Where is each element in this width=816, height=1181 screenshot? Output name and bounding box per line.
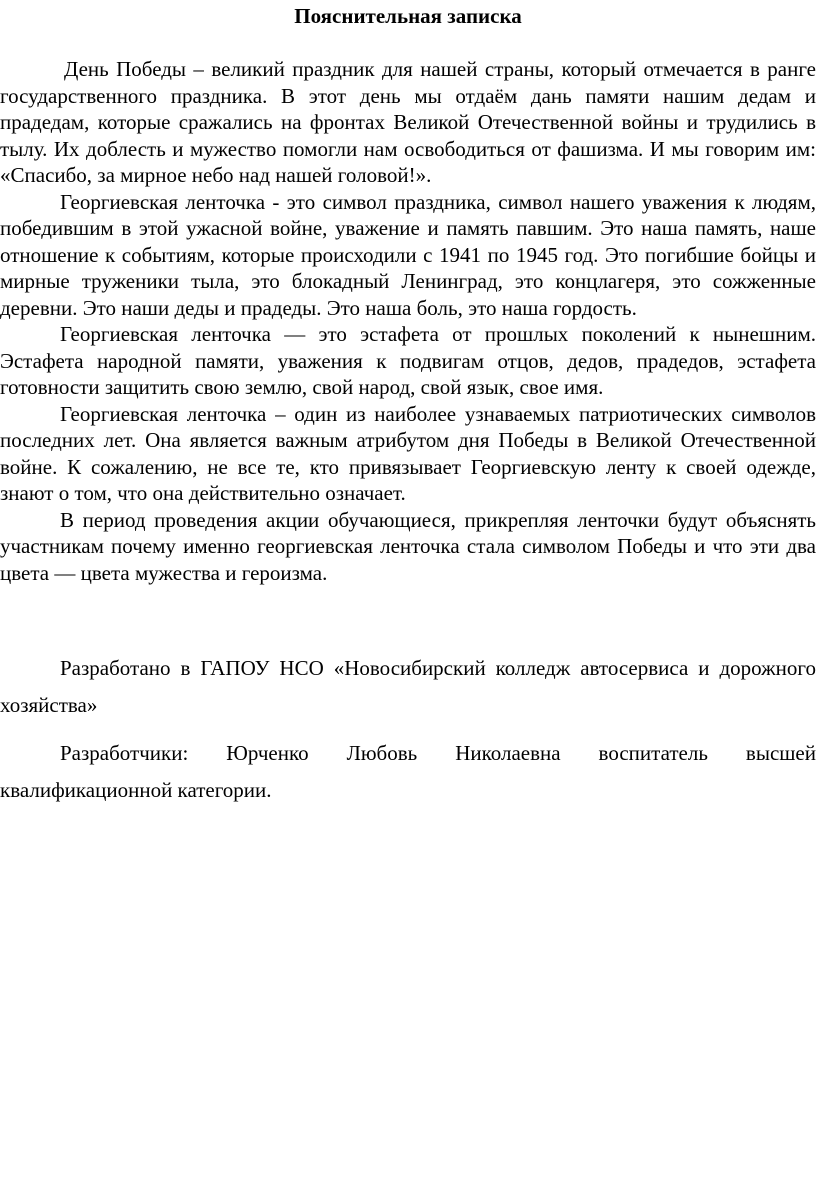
page-title: Пояснительная записка <box>294 4 522 28</box>
paragraph-ribbon-relay: Георгиевская ленточка — это эстафета от прошлых поколений к нынешним. Эстафета народной памяти, уважения к подвигам отцов, дедов, прадедов, эстафета готовности защитить свою землю, свой народ, свой язык, свое имя. <box>0 322 816 399</box>
paragraph-ribbon-symbol: Георгиевская ленточка - это символ праздника, символ нашего уважения к людям, победившим в этой ужасной войне, уважение и память павшим. Это наша память, наше отношение к событиям, которые происходили с 1941 по 1945 год. Это погибшие бойцы и мирные труженики тыла, это блокадный Ленинград, это концлагеря, это сожженные деревни. Это наши деды и прадеды. Это наша боль, это наша гордость. <box>0 189 816 320</box>
paragraph-campaign: В период проведения акции обучающиеся, прикрепляя ленточки будут объяснять участникам почему именно георгиевская ленточка стала символом Победы и что эти два цвета — цвета мужества и героизма. <box>0 507 816 585</box>
document-footer <box>0 650 816 820</box>
paragraph-ribbon-patriotic: Георгиевская ленточка – один из наиболее узнаваемых патриотических символов последних лет. Она является важным атрибутом дня Победы в Великой Отечественной войне. К сожалению, не все те, кто привязывает Георгиевскую ленту к своей одежде, знают о том, что она действительно означает. <box>0 401 816 505</box>
developed-at-text: Разработано в ГАПОУ НСО «Новосибирский колледж автосервиса и дорожного хозяйства» <box>0 656 816 717</box>
paragraph-victory-day: День Победы – великий праздник для нашей страны, который отмечается в ранге государственного праздника. В этот день мы отдаём дань памяти нашим дедам и прадедам, которые сражались на фронтах Великой Отечественной войны и трудились в тылу. Их доблесть и мужество помогли нам освободиться от фашизма. И мы говорим им: «Спасибо, за мирное небо над нашей головой!». <box>0 57 816 187</box>
developers-text: Разработчики: Юрченко Любовь Николаевна воспитатель высшей квалификационной категории. <box>0 741 816 802</box>
document-body <box>0 56 816 586</box>
